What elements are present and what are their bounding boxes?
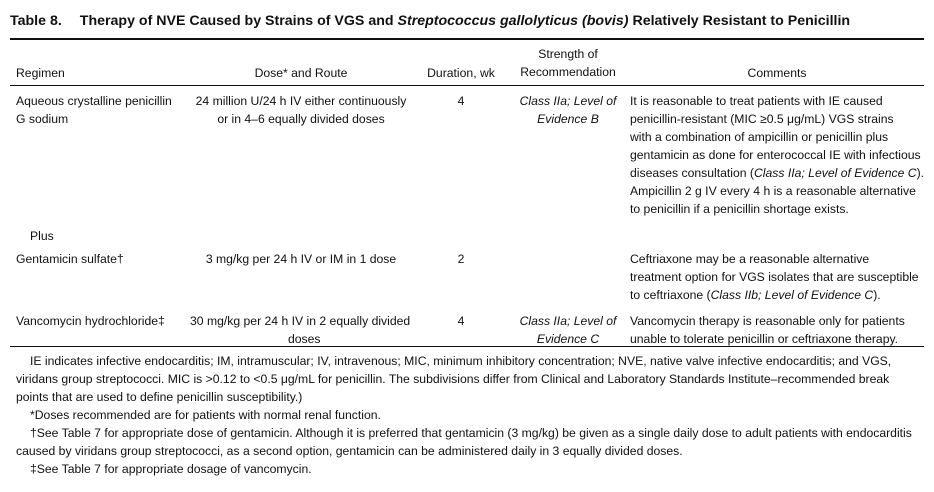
header-regimen: Regimen [16, 66, 65, 80]
header-rule [10, 85, 924, 86]
header-duration: Duration, wk [427, 66, 495, 80]
comment-text-end: ). [873, 288, 881, 302]
footnote-line: IE indicates infective endocarditis; IM, intramuscular; IV, intravenous; MIC, minimum inhibitory concentration; NVE, native valve infective endocarditis; and VGS, [30, 354, 892, 368]
duration-vancomycin: 4 [457, 314, 465, 328]
header-dose: Dose* and Route [254, 66, 348, 80]
strength-vancomycin-line2: Evidence C [536, 332, 600, 346]
footnote-line: †See Table 7 for appropriate dose of gentamicin. Although it is preferred that gentamicin (3 mg/kg) be given as a single daily dose to adult patients with endocarditis [30, 426, 912, 440]
header-comments: Comments [747, 66, 807, 80]
duration-penicillin: 4 [457, 94, 465, 108]
comment-text: to ceftriaxone ( [630, 288, 711, 302]
comment-line: with a combination of ampicillin or penicillin plus [630, 130, 889, 144]
dose-penicillin-line2: or in 4–6 equally divided doses [217, 112, 385, 126]
table-footnotes [16, 352, 926, 478]
footnote-line: viridans group streptococci. MIC is >0.12 to <0.5 μg/mL for penicillin. The subdivisions differ from Clinical and Laboratory Standards Institute–recommended break [16, 372, 890, 386]
footnote-line: caused by viridans group streptococci, as a second option, gentamicin can be administered daily in 3 equally divided doses. [16, 444, 683, 458]
comment-line: Ceftriaxone may be a reasonable alternative [630, 252, 870, 266]
comment-line [630, 164, 930, 182]
comment-evidence: Class IIb; Level of Evidence C [710, 288, 874, 302]
comment-line: gentamicin as done for enterococcal IE with infectious [630, 148, 921, 162]
strength-vancomycin [512, 312, 624, 348]
strength-penicillin [512, 92, 624, 128]
table-label: Table 8. [10, 13, 62, 29]
comment-line: treatment option for VGS isolates that are susceptible [630, 270, 919, 284]
comment-line: Vancomycin therapy is reasonable only for patients [630, 314, 905, 328]
comment-line: penicillin-resistant (MIC ≥0.5 μg/mL) VGS strains [630, 112, 894, 126]
bottom-rule [10, 346, 924, 347]
header-strength [512, 45, 624, 81]
comment-line: unable to tolerate penicillin or ceftriaxone therapy. [630, 332, 899, 346]
top-rule [10, 38, 924, 40]
dose-gentamicin: 3 mg/kg per 24 h IV or IM in 1 dose [205, 252, 397, 266]
dose-vancomycin [190, 312, 430, 348]
comments-penicillin [630, 92, 930, 218]
strength-vancomycin-line1: Class IIa; Level of [519, 314, 617, 328]
comment-line: It is reasonable to treat patients with IE caused [630, 94, 883, 108]
dose-penicillin [176, 92, 426, 128]
footnote-abbreviations [16, 352, 926, 406]
header-strength-line2: Recommendation [520, 65, 616, 79]
comment-text-end: ). [916, 166, 925, 180]
duration-gentamicin: 2 [457, 252, 465, 266]
dose-vancomycin-line1: 30 mg/kg per 24 h IV in 2 equally divided [190, 314, 411, 328]
comment-line [630, 286, 930, 304]
table-title-prefix: Therapy of NVE Caused by Strains of VGS and [79, 13, 398, 29]
comments-gentamicin [630, 250, 930, 304]
footnote-vancomycin: ‡See Table 7 for appropriate dosage of vancomycin. [30, 462, 312, 476]
comment-line: Ampicillin 2 g IV every 4 h is a reasonable alternative [630, 184, 916, 198]
regimen-gentamicin: Gentamicin sulfate† [16, 252, 124, 266]
table-caption [10, 11, 925, 31]
table-title-italic: Streptococcus gallolyticus (bovis) [397, 13, 629, 29]
dose-vancomycin-line2: doses [288, 332, 321, 346]
footnote-line: points that are used to define penicillin susceptibility.) [16, 390, 303, 404]
header-strength-line1: Strength of [538, 47, 598, 61]
plus-label: Plus [30, 229, 54, 243]
footnote-dose: *Doses recommended are for patients with normal renal function. [30, 408, 381, 422]
regimen-penicillin [16, 92, 172, 128]
comments-vancomycin [630, 312, 930, 348]
footnote-gentamicin [16, 424, 926, 460]
comment-line: to penicillin if a penicillin shortage exists. [630, 202, 849, 216]
strength-penicillin-line1: Class IIa; Level of [519, 94, 617, 108]
regimen-penicillin-line2: G sodium [16, 112, 69, 126]
strength-penicillin-line2: Evidence B [537, 112, 599, 126]
regimen-vancomycin: Vancomycin hydrochloride‡ [16, 314, 165, 328]
comment-evidence: Class IIa; Level of Evidence C [753, 166, 917, 180]
regimen-penicillin-line1: Aqueous crystalline penicillin [16, 94, 172, 108]
comment-text: diseases consultation ( [630, 166, 754, 180]
table-title-suffix: Relatively Resistant to Penicillin [628, 13, 851, 29]
dose-penicillin-line1: 24 million U/24 h IV either continuously [195, 94, 407, 108]
